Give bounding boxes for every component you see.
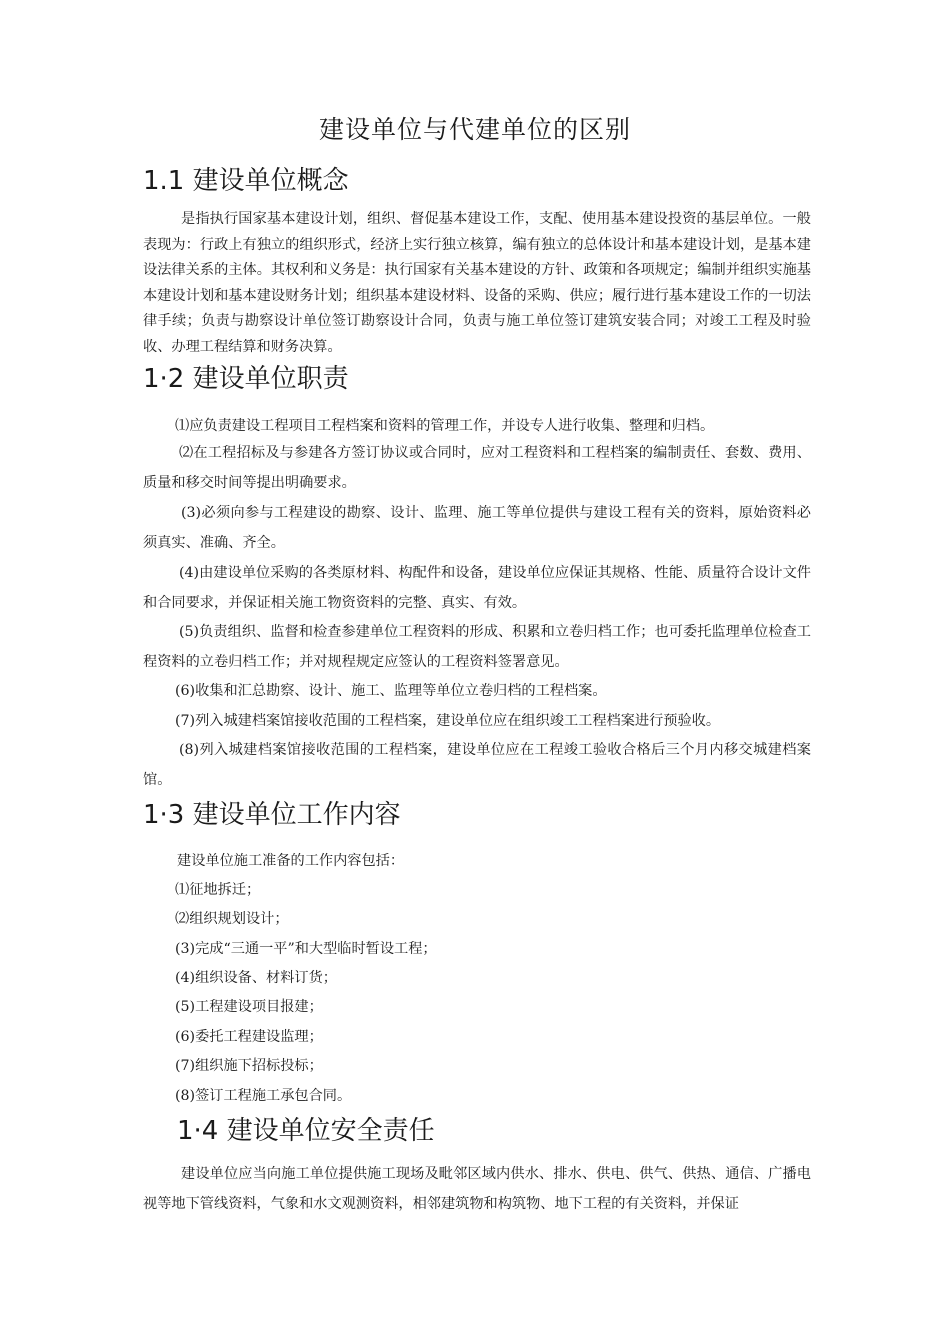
work-item-1: ⑴征地拆迁； [175, 882, 261, 898]
duty-item-8: (8)列入城建档案馆接收范围的工程档案，建设单位应在工程竣工验收合格后三个月内移交城建档案馆。 [143, 742, 811, 788]
duty-item-6: (6)收集和汇总勘察、设计、施工、监理等单位立卷归档的工程档案。 [175, 683, 607, 699]
work-item-8: (8)签订工程施工承包合同。 [175, 1088, 352, 1104]
work-item-7: (7)组织施下招标投标； [175, 1058, 323, 1074]
duty-item-1: ⑴应负责建设工程项目工程档案和资料的管理工作，并设专人进行收集、整理和归档。 [175, 418, 715, 434]
section-heading-work-content: 1·3 建设单位工作内容 [143, 800, 401, 830]
duty-item-4: (4)由建设单位采购的各类原材料、构配件和设备，建设单位应保证其规格、性能、质量符合设计文件和合同要求，并保证相关施工物资资料的完整、真实、有效。 [143, 565, 811, 611]
section-heading-concept: 1.1 建设单位概念 [143, 166, 349, 196]
section-body-safety: 建设单位应当向施工单位提供施工现场及毗邻区域内供水、排水、供电、供气、供热、通信、广播电视等地下管线资料，气象和水文观测资料，相邻建筑物和构筑物、地下工程的有关资料，并保证 [143, 1166, 811, 1212]
duty-item-3: (3)必须向参与工程建设的勘察、设计、监理、施工等单位提供与建设工程有关的资料，原始资料必须真实、准确、齐全。 [143, 505, 811, 551]
work-item-4: (4)组织设备、材料订货； [175, 970, 337, 986]
work-item-2: ⑵组织规划设计； [175, 911, 289, 927]
work-item-5: (5)工程建设项目报建； [175, 999, 323, 1015]
section-heading-safety: 1·4 建设单位安全责任 [177, 1116, 435, 1146]
work-content-intro: 建设单位施工准备的工作内容包括： [177, 853, 405, 869]
work-item-6: (6)委托工程建设监理； [175, 1029, 323, 1045]
duty-item-2: ⑵在工程招标及与参建各方签订协议或合同时，应对工程资料和工程档案的编制责任、套数、费用、质量和移交时间等提出明确要求。 [143, 445, 811, 491]
work-item-3: (3)完成“三通一平”和大型临时暂设工程； [175, 941, 437, 957]
section-body-concept: 是指执行国家基本建设计划，组织、督促基本建设工作，支配、使用基本建设投资的基层单位。一般表现为：行政上有独立的组织形式，经济上实行独立核算，编有独立的总体设计和基本建设计划，是基本建设法律关系的主体。其权利和义务是：执行国家有关基本建设的方针、政策和各项规定；编制并组织实施基本建设计划和基本建设财务计划；组织基本建设材料、设备的采购、供应；履行进行基本建设工作的一切法律手续；负责与勘察设计单位签订勘察设计合同，负责与施工单位签订建筑安装合同；对竣工工程及时验收、办理工程结算和财务决算。 [143, 211, 811, 355]
duty-item-7: (7)列入城建档案馆接收范围的工程档案，建设单位应在组织竣工工程档案进行预验收。 [175, 713, 721, 729]
section-heading-duties: 1·2 建设单位职责 [143, 364, 349, 394]
duty-item-5: (5)负责组织、监督和检查参建单位工程资料的形成、积累和立卷归档工作；也可委托监理单位检查工程资料的立卷归档工作；并对规程规定应签认的工程资料签署意见。 [143, 624, 811, 670]
document-title: 建设单位与代建单位的区别 [318, 115, 631, 144]
